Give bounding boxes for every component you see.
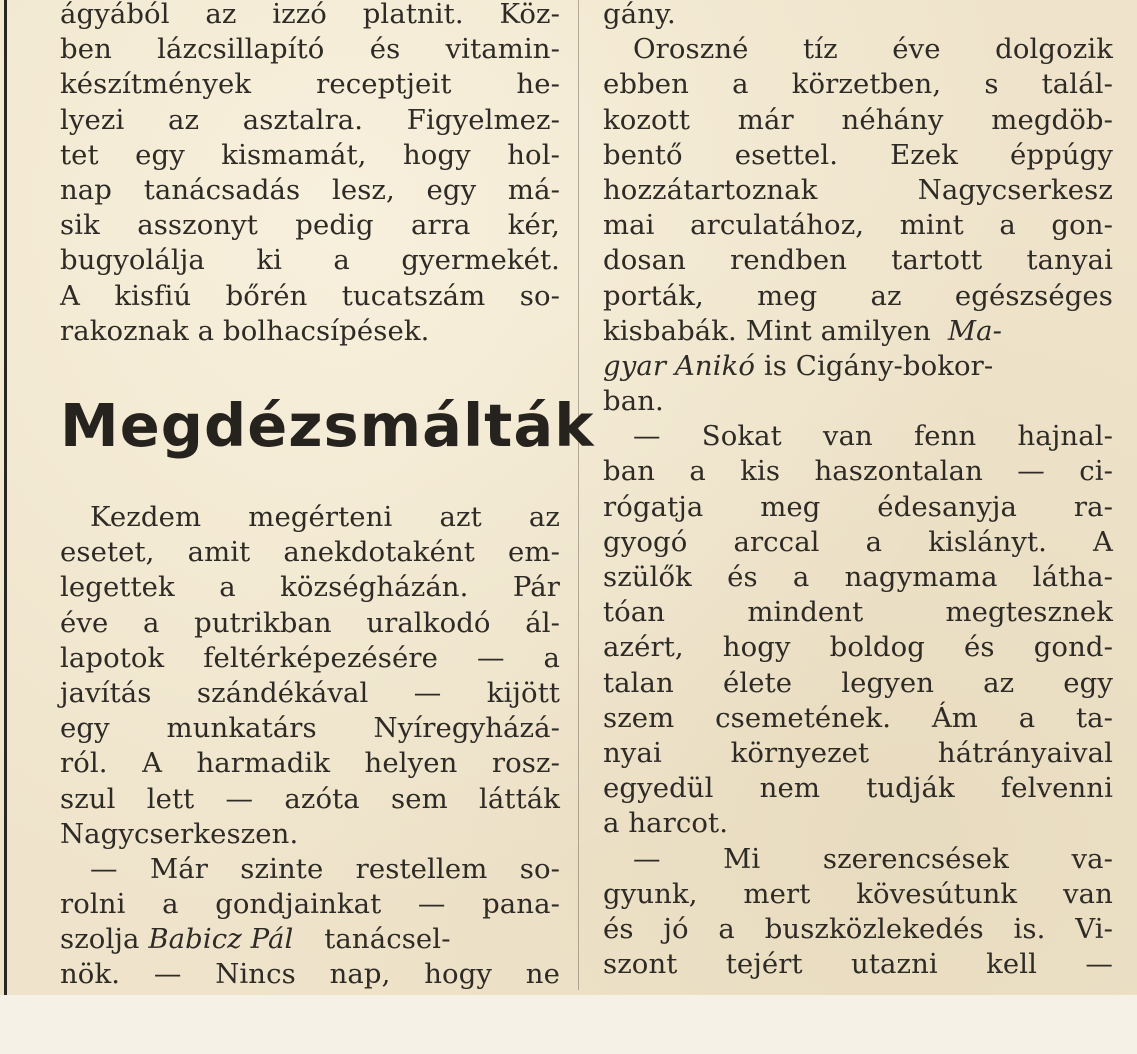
text-line: hozzátartoznak Nagycserkesz [603, 173, 1113, 206]
text-line: — Már szinte restellem so- [90, 852, 560, 885]
text-fragment: szolja [60, 923, 149, 956]
text-line [60, 922, 560, 957]
text-fragment: is Cigány-bokor- [755, 349, 994, 382]
text-line: ban. [603, 385, 664, 418]
text-line: szülők és a nagymama látha- [603, 561, 1113, 593]
text-line: Oroszné tíz éve dolgozik [633, 33, 1113, 66]
text-line: gyogó arccal a kislányt. A [603, 525, 1113, 558]
paper-bottom-margin [0, 995, 1137, 1054]
text-line: ágyából az izzó platnit. Köz- [60, 0, 560, 30]
text-line: nök. — Nincs nap, hogy ne [60, 958, 560, 991]
text-line: javítás szándékával — kijött [60, 676, 560, 709]
text-line: nyai környezet hátrányaival [603, 736, 1113, 769]
text-line: gyunk, mert kövesútunk van [603, 877, 1113, 910]
text-line: éve a putrikban uralkodó ál- [60, 606, 560, 639]
person-name-part: gyar Anikó [603, 349, 756, 382]
text-line: talan élete legyen az egy [603, 666, 1113, 699]
right-column [603, 0, 1113, 982]
column-rule [4, 0, 7, 995]
text-line: mai arculatához, mint a gon- [603, 209, 1113, 242]
text-line: szem csemetének. Ám a ta- [603, 701, 1113, 734]
text-line: ebben a körzetben, s talál- [603, 68, 1113, 101]
text-line: — Mi szerencsések va- [633, 842, 1113, 875]
person-name-part: Ma- [947, 314, 1002, 347]
text-line: rógatja meg édesanyja ra- [603, 490, 1113, 523]
text-line [603, 314, 1113, 349]
text-line: Kezdem megérteni azt az [90, 501, 560, 533]
text-line: bentő esettel. Ezek éppúgy [603, 138, 1113, 171]
column-divider [578, 0, 579, 990]
text-line: tóan mindent megtesznek [603, 596, 1113, 629]
person-name: Babicz Pál [148, 923, 294, 956]
text-line: és jó a buszközlekedés is. Vi- [603, 912, 1113, 945]
text-line: nap tanácsadás lesz, egy má- [60, 173, 560, 206]
text-line: rakoznak a bolhacsípések. [60, 314, 430, 347]
text-line [603, 349, 1113, 384]
text-line: azért, hogy boldog és gond- [603, 631, 1113, 664]
text-line: egy munkatárs Nyíregyházá- [60, 712, 560, 745]
text-line: A kisfiú bőrén tucatszám so- [60, 279, 560, 312]
text-line: porták, meg az egészséges [603, 279, 1113, 312]
text-line: lapotok feltérképezésére — a [60, 641, 560, 674]
article-headline: Megdézsmálták [60, 391, 595, 460]
text-line: esetet, amit anekdotaként em- [60, 536, 560, 569]
text-line: lyezi az asztalra. Figyelmez- [60, 103, 560, 136]
text-line: szul lett — azóta sem látták [60, 782, 560, 815]
text-line: tet egy kismamát, hogy hol- [60, 138, 560, 171]
text-line: egyedül nem tudják felvenni [603, 772, 1113, 805]
text-fragment: kisbabák. Mint amilyen [603, 314, 940, 347]
text-line: ról. A harmadik helyen rosz- [60, 747, 560, 780]
text-line: — Sokat van fenn hajnal- [633, 420, 1113, 453]
left-column-top [60, 0, 560, 349]
text-line: dosan rendben tartott tanyai [603, 244, 1113, 277]
left-column-bottom [60, 500, 560, 993]
text-line: rolni a gondjainkat — pana- [60, 888, 560, 921]
text-line: legettek a községházán. Pár [60, 571, 560, 604]
text-line: készítmények receptjeit he- [60, 68, 560, 101]
text-line: ben lázcsillapító és vitamin- [60, 33, 560, 66]
text-line: gány. [603, 0, 676, 30]
text-line: sik asszonyt pedig arra kér, [60, 209, 560, 242]
text-fragment: tanácsel- [315, 923, 451, 956]
text-line: bugyolálja ki a gyermekét. [60, 244, 560, 277]
text-line: a harcot. [603, 807, 729, 840]
text-line: Nagycserkeszen. [60, 817, 299, 850]
text-line: kozott már néhány megdöb- [603, 103, 1113, 136]
text-line: szont tejért utazni kell — [603, 948, 1113, 981]
text-line: ban a kis haszontalan — ci- [603, 455, 1113, 488]
